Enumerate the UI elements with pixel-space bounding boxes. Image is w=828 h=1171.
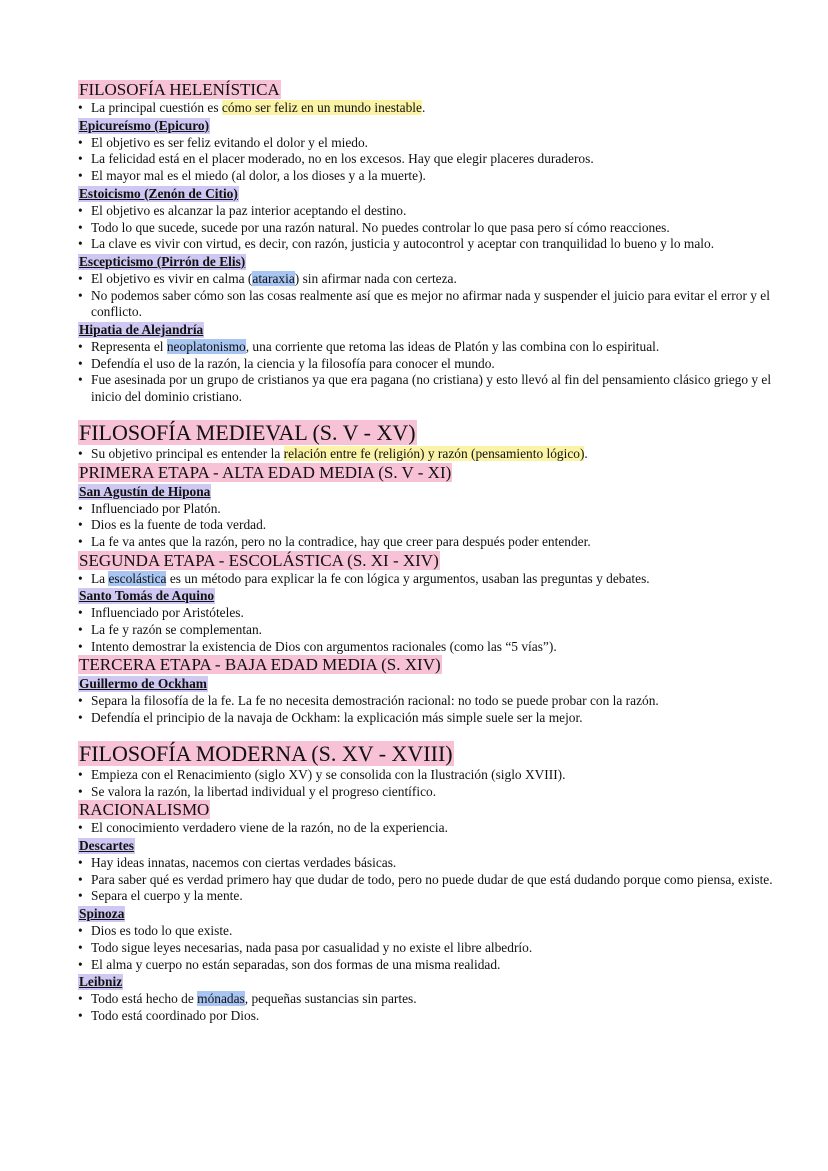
philosopher-heading: San Agustín de Hipona (79, 483, 211, 499)
highlighted-text: escolástica (108, 570, 167, 586)
philosopher-heading: Santo Tomás de Aquino (79, 588, 215, 604)
list-item (78, 168, 778, 185)
text-run: La felicidad está en el placer moderado, no en los excesos. Hay que elegir placeres duraderos. (91, 151, 594, 167)
list-item (78, 571, 778, 588)
philosopher-heading: Epicureísmo (Epicuro) (79, 117, 210, 133)
text-run: Defendía el principio de la navaja de Ockham: la explicación más simple suele ser la mejor. (91, 710, 583, 726)
stage-heading (78, 551, 778, 571)
list-item (78, 767, 778, 784)
list-item (78, 517, 778, 534)
text-run: Fue asesinada por un grupo de cristianos ya que era pagana (no cristiana) y esto llevó al fin del pensamiento clásico griego y el inicio del dominio cristiano. (91, 372, 772, 405)
bullet-list (78, 923, 778, 973)
list-item (78, 605, 778, 622)
text-run: El mayor mal es el miedo (al dolor, a los dioses y a la muerte). (91, 168, 426, 184)
list-item (78, 622, 778, 639)
text-run: Dios es todo lo que existe. (91, 923, 233, 939)
philosopher-heading: Hipatia de Alejandría (79, 322, 204, 338)
text-run: ) sin afirmar nada con certeza. (294, 270, 457, 286)
stage-heading (78, 463, 778, 483)
text-run: Todo lo que sucede, sucede por una razón natural. No puedes controlar lo que pasa pero sí cómo reacciones. (91, 219, 670, 235)
text-run: . (421, 100, 426, 115)
text-run: La clave es vivir con virtud, es decir, con razón, justicia y autocontrol y aceptar con tranquilidad lo bueno y lo malo. (91, 236, 715, 252)
section-title (78, 80, 778, 100)
philosopher-heading: Escepticismo (Pirrón de Elis) (79, 253, 246, 269)
list-item (78, 1008, 778, 1025)
bullet-list (78, 271, 778, 321)
text-run: Su objetivo principal es entender la (91, 445, 284, 461)
text-run: Hay ideas innatas, nacemos con ciertas verdades básicas. (91, 854, 397, 870)
text-run: Dios es la fuente de toda verdad. (91, 517, 267, 533)
text-run: Todo está coordinado por Dios. (91, 1007, 260, 1023)
section-title (78, 741, 778, 767)
list-item (78, 888, 778, 905)
highlighted-text: cómo ser feliz en un mundo inestable (221, 100, 422, 115)
text-run: , pequeñas sustancias sin partes. (244, 991, 417, 1007)
text-run: El conocimiento verdadero viene de la razón, no de la experiencia. (91, 820, 448, 836)
stage-heading-text: SEGUNDA ETAPA - ESCOLÁSTICA (S. XI - XIV) (79, 550, 439, 570)
stage-heading-text: PRIMERA ETAPA - ALTA EDAD MEDIA (S. V - XI) (79, 462, 452, 482)
bullet-list (78, 605, 778, 655)
text-run: Representa el (91, 339, 167, 355)
stage-heading (78, 655, 778, 675)
section-title-text: FILOSOFÍA MODERNA (S. XV - XVIII) (79, 740, 453, 766)
stage-heading-text: TERCERA ETAPA - BAJA EDAD MEDIA (S. XIV) (79, 655, 441, 675)
text-run: Influenciado por Aristóteles. (91, 605, 244, 621)
document-page (78, 80, 778, 1025)
list-item (78, 940, 778, 957)
section-title-text: FILOSOFÍA HELENÍSTICA (79, 80, 280, 99)
philosopher-heading: Guillermo de Ockham (79, 676, 207, 692)
list-item (78, 855, 778, 872)
text-run: El objetivo es vivir en calma ( (91, 270, 253, 286)
highlighted-text: mónadas (197, 991, 245, 1007)
highlighted-text: relación entre fe (religión) y razón (pensamiento lógico) (283, 445, 585, 461)
list-item (78, 236, 778, 253)
text-run: Todo sigue leyes necesarias, nada pasa por casualidad y no existe el libre albedrío. (91, 939, 533, 955)
text-run: No podemos saber cómo son las cosas realmente así que es mejor no afirmar nada y suspender el juicio para evitar el error y el conflicto. (91, 287, 770, 320)
list-item (78, 372, 778, 405)
section-title (78, 420, 778, 446)
text-run: , una corriente que retoma las ideas de Platón y las combina con lo espiritual. (245, 339, 660, 355)
text-run: Separa el cuerpo y la mente. (91, 888, 243, 904)
bullet-list (78, 855, 778, 905)
list-item (78, 339, 778, 356)
text-run: El alma y cuerpo no están separadas, son dos formas de una misma realidad. (91, 956, 501, 972)
notes-content (78, 80, 778, 1025)
stage-heading-text: RACIONALISMO (79, 800, 210, 820)
list-item (78, 534, 778, 551)
philosopher-heading: Leibniz (79, 974, 123, 990)
text-run: Para saber qué es verdad primero hay que dudar de todo, pero no puede dudar de que está dudando porque como piensa, existe. (91, 871, 773, 887)
text-run: Separa la filosofía de la fe. La fe no necesita demostración racional: no todo se puede probar con la razón. (91, 693, 659, 709)
intro-list (78, 767, 778, 800)
list-item (78, 151, 778, 168)
list-item (78, 501, 778, 518)
text-run: La fe va antes que la razón, pero no la contradice, hay que creer para después poder entender. (91, 533, 591, 549)
list-item (78, 639, 778, 656)
bullet-list (78, 135, 778, 185)
list-item (78, 271, 778, 288)
list-item (78, 135, 778, 152)
list-item (78, 220, 778, 237)
bullet-list (78, 820, 778, 837)
list-item (78, 356, 778, 373)
list-item (78, 957, 778, 974)
highlighted-text: neoplatonismo (166, 339, 246, 355)
intro-list (78, 100, 778, 117)
text-run: La principal cuestión es (91, 100, 222, 115)
bullet-list (78, 501, 778, 551)
list-item (78, 784, 778, 801)
text-run: Todo está hecho de (91, 991, 198, 1007)
bullet-list (78, 203, 778, 253)
philosopher-heading: Descartes (79, 837, 135, 853)
list-item (78, 446, 778, 463)
text-run: El objetivo es alcanzar la paz interior aceptando el destino. (91, 202, 407, 218)
text-run: El objetivo es ser feliz evitando el dolor y el miedo. (91, 134, 369, 150)
text-run: Se valora la razón, la libertad individual y el progreso científico. (91, 783, 437, 799)
text-run: es un método para explicar la fe con lógica y argumentos, usaban las preguntas y debates. (166, 570, 650, 586)
text-run: La fe y razón se complementan. (91, 622, 263, 638)
bullet-list (78, 339, 778, 406)
section-title-text: FILOSOFÍA MEDIEVAL (S. V - XV) (79, 419, 416, 445)
list-item (78, 820, 778, 837)
text-run: La (91, 570, 109, 586)
list-item (78, 203, 778, 220)
list-item (78, 923, 778, 940)
text-run: . (584, 445, 588, 461)
list-item (78, 710, 778, 727)
list-item (78, 991, 778, 1008)
bullet-list (78, 693, 778, 726)
list-item (78, 872, 778, 889)
list-item (78, 693, 778, 710)
stage-heading (78, 800, 778, 820)
text-run: Influenciado por Platón. (91, 500, 221, 516)
section-gap (78, 727, 778, 741)
philosopher-heading: Estoicismo (Zenón de Citio) (79, 185, 238, 201)
text-run: Defendía el uso de la razón, la ciencia y la filosofía para conocer el mundo. (91, 355, 495, 371)
section-gap (78, 406, 778, 420)
bullet-list (78, 571, 778, 588)
bullet-list (78, 991, 778, 1024)
intro-list (78, 446, 778, 463)
text-run: Empieza con el Renacimiento (siglo XV) y se consolida con la Ilustración (siglo XVIII). (91, 766, 566, 782)
philosopher-heading: Spinoza (79, 906, 125, 922)
list-item (78, 100, 778, 117)
list-item (78, 288, 778, 321)
text-run: Intento demostrar la existencia de Dios con argumentos racionales (como las “5 vías”). (91, 638, 557, 654)
highlighted-text: ataraxia (252, 270, 295, 286)
